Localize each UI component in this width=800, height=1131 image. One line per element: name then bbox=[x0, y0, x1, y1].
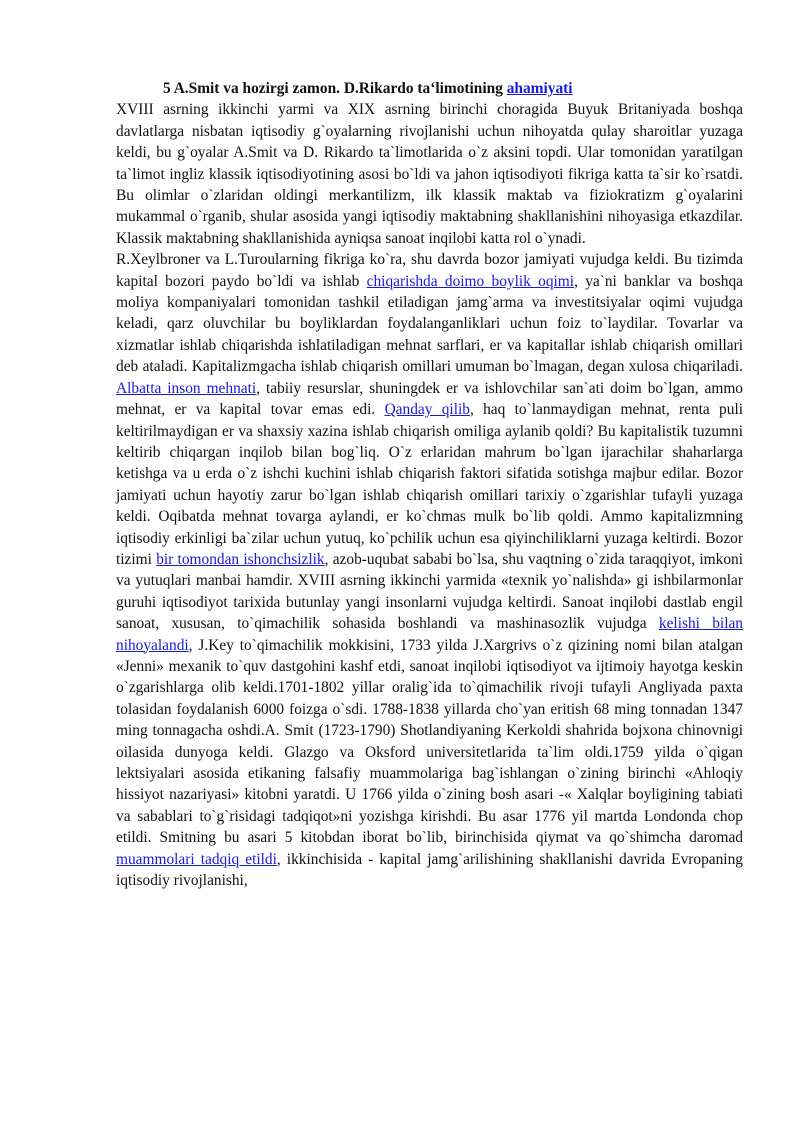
link-ishonchsizlik[interactable]: bir tomondan ishonchsizlik bbox=[156, 550, 325, 568]
link-inson-mehnati[interactable]: Albatta inson mehnati bbox=[116, 379, 257, 397]
paragraph-intro: XVIII asrning ikkinchi yarmi va XIX asrning birinchi choragida Buyuk Britaniyada boshqa davlatlarga nisbatan iqtisodiy g`oyalarning rivojlanishi uchun nihoyatda qulay sharoitlar yuzaga keldi, bu g`oyalar A.Smit va D. Rikardo ta`limotlarida o`z aksini topdi. Ular tomonidan yaratilgan ta`limot ingliz klassik iqtisodiyotining asosi bo`ldi va jahon iqtisodiyoti fikriga katta ta`sir ko`rsatdi. Bu olimlar o`zlaridan oldingi merkantilizm, ilk klassik maktab va fiziokratizm g`oyalarini mukammal o`rganib, shular asosida yangi iqtisodiy maktabning shakllanishini nihoyasiga etkazdilar. Klassik maktabning shakllanishida ayniqsa sanoat inqilobi katta rol o`ynadi. bbox=[116, 101, 743, 247]
paragraph-body bbox=[116, 249, 743, 891]
heading-link-ahamiyati[interactable]: ahamiyati bbox=[506, 80, 573, 97]
link-muammolari-tadqiq[interactable]: muammolari tadqiq etildi bbox=[116, 850, 277, 868]
section-heading bbox=[116, 78, 743, 99]
heading-text: 5 A.Smit va hozirgi zamon. D.Rikardo ta‘limotining bbox=[163, 80, 507, 97]
body-text-2: , ya`ni banklar va boshqa moliya kompaniyalari tomonidan tashkil etiladigan jamg`arma va investitsiyalar oqimi vujudga keladi, qarz oluvchilar bu boyliklardan foydalanganliklari uchun foiz to`laydilar. Tovarlar va xizmatlar ishlab chiqarishda ishlatiladigan mehnat sarflari, er va kapitallar ishlab chiqarish omillari deb ataladi. Kapitalizmgacha ishlab chiqarish omillari umuman bo`lmagan, degan xulosa chiqariladi. bbox=[116, 272, 743, 376]
document-page bbox=[116, 78, 743, 891]
body-text-6: , J.Key to`qimachilik mokkisini, 1733 yilda J.Xargrivs o`z qizining nomi bilan atalgan «Jenni» mexanik to`quv dastgohini kashf etdi, sanoat inqilobi iqtisodiyot va ijtimoiy hayotga keskin o`zgarishlarga olib keldi.1701-1802 yillar oralig`ida to`qimachilik rivoji tufayli Angliyada paxta tolasidan foydalanish 6000 foizga o`sdi. 1788-1838 yillarda cho`yan eritish 68 ming tonnadan 1347 ming tonnagacha oshdi.A. Smit (1723-1790) Shotlandiyaning Kerkoldi shahrida bojxona chinovnigi oilasida dunyoga keldi. Glazgo va Oksford universitetlarida ta`lim oldi.1759 yilda o`qigan lektsiyalari asosida etikaning falsafiy muammolariga bag`ishlangan o`zining birinchi «Ahloqiy hissiyot nazariyasi» kitobni yaratdi. U 1766 yilda o`zining bosh asari -« Xalqlar boyligining tabiati va sabablari to`g`risidagi tadqiqot»ni yozishga kirishdi. Bu asar 1776 yil martda Londonda chop etildi. Smitning bu asari 5 kitobdan iborat bo`lib, birinchisida qiymat va qo`shimcha daromad bbox=[116, 636, 743, 847]
body-text-5: , azob-uqubat sababi bo`lsa, shu vaqtning o`zida taraqqiyot, imkoni va yutuqlari manbai hamdir. XVIII asrning ikkinchi yarmida «texnik yo`nalishda» gi ishbilarmonlar guruhi iqtisodiyot tarixida butunlay yangi insonlarni vujudga keltirdi. Sanoat inqilobi dastlab engil sanoat, xususan, to`qimachilik sohasida boshlandi va mashinasozlik vujudga bbox=[116, 550, 743, 633]
body-text-7: , ikkinchisida - kapital jamg`arilishining shakllanishi davrida Evropaning iqtisodiy rivojlanishi, bbox=[116, 850, 743, 890]
body-text-3: , tabiiy resurslar, shuningdek er va ishlovchilar san`ati doim bo`lgan, ammo mehnat, er va kapital tovar emas edi. bbox=[116, 379, 743, 419]
link-nihoyalandi[interactable]: kelishi bilan nihoyalandi bbox=[116, 615, 743, 654]
body-text-4: , haq to`lanmaydigan mehnat, renta puli keltirilmaydigan er va shaxsiy xazina ishlab chiqarish omiliga aylanib qoldi? Bu kapitalistik tuzumni keltirib chiqargan inqilob bilan bog`liq. O`z erlaridan mahrum bo`lgan ijarachilar shaharlarga ketishga va u erda o`z ishchi kuchini ishlab chiqarish faktori sifatida sotishga majbur edilar. Bozor jamiyati uchun hayotiy zarur bo`lgan ishlab chiqarish omillari tarixiy o`zgarishlar tufayli yuzaga keldi. Oqibatda mehnat tovarga aylandi, er ko`chmas mulk bo`lib qoldi. Ammo kapitalizmning iqtisodiy erkinligi ba`zilar uchun yutuq, ko`pchilik uchun esa qiyinchiliklarni yuzaga keltirdi. Bozor tizimi bbox=[116, 401, 743, 568]
body-text-1: R.Xeylbroner va L.Turoularning fikriga ko`ra, shu davrda bozor jamiyati vujudga keldi. Bu tizimda kapital bozori paydo bo`ldi va ishlab bbox=[116, 251, 743, 290]
link-qanday-qilib[interactable]: Qanday qilib bbox=[384, 401, 470, 419]
link-boylik-oqimi[interactable]: chiqarishda doimo boylik oqimi bbox=[366, 272, 575, 290]
